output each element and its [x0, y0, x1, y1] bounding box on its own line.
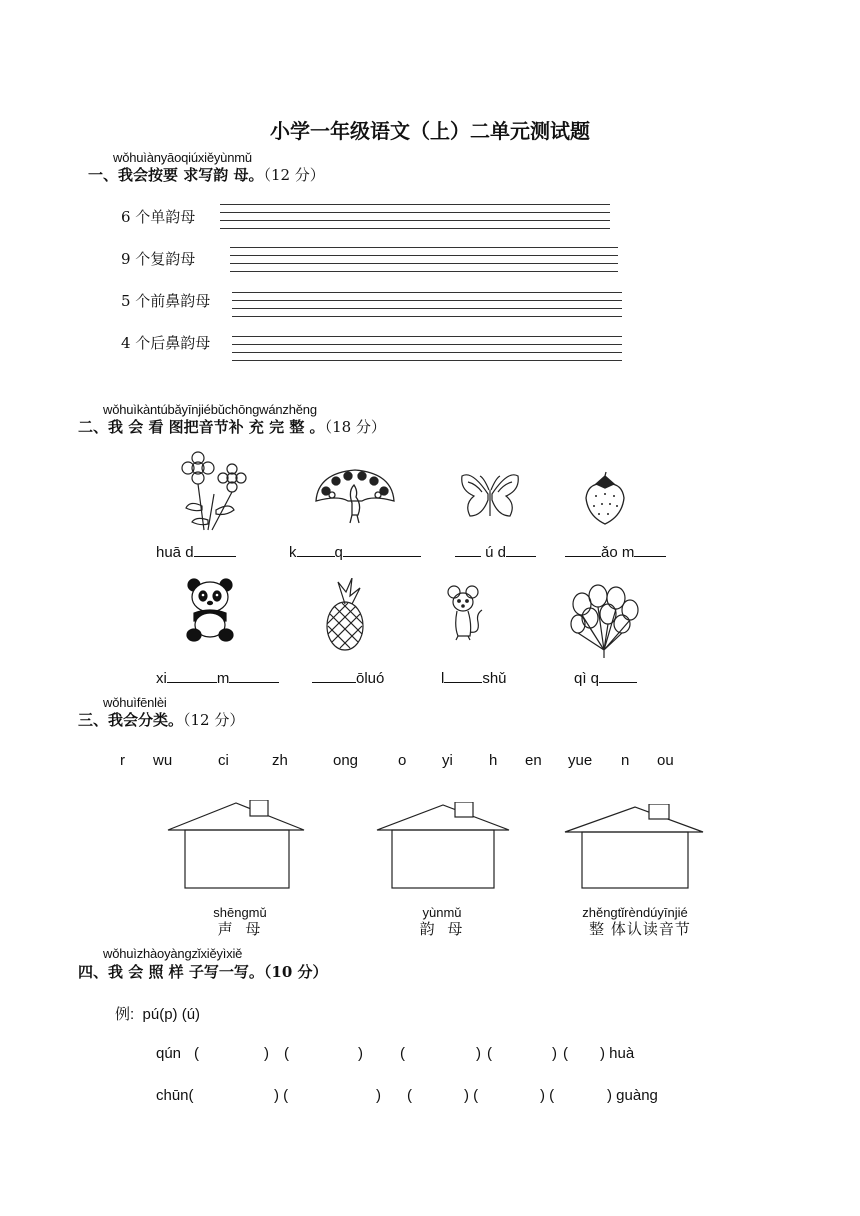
answer-panda-mid: m: [216, 670, 230, 687]
row1-paren-2-close: ): [358, 1045, 363, 1062]
row1-paren-1-close: ): [264, 1045, 269, 1062]
row1-paren-2[interactable]: (: [284, 1045, 289, 1062]
row1-paren-1[interactable]: (: [194, 1045, 199, 1062]
answer-flower-text: huā d: [156, 544, 194, 561]
letter-item[interactable]: yue: [568, 752, 593, 769]
blank-line[interactable]: [312, 668, 356, 683]
balloon-icon: [568, 584, 640, 658]
page-title: 小学一年级语文（上）二单元测试题: [270, 119, 590, 143]
row-label-single-finals: 6 个单韵母: [121, 208, 196, 226]
row2-paren-3-close: ) (: [464, 1087, 479, 1104]
row2-paren-4-close[interactable]: ) (: [540, 1087, 555, 1104]
section3-pinyin: wǒhuìfēnlèi: [103, 695, 167, 710]
writing-lines-front-nasal-finals[interactable]: [232, 292, 622, 324]
section3-heading-text: 三、我会分类。: [78, 711, 184, 729]
house-whole-syllables[interactable]: [563, 804, 705, 892]
blank-line[interactable]: [167, 668, 217, 683]
exercise-row-2: chūn(: [156, 1087, 194, 1104]
section1-heading: [88, 164, 325, 185]
example-label: 例:: [115, 1006, 135, 1023]
answer-peacock-pre: k: [289, 544, 297, 561]
section2-heading: [78, 416, 386, 437]
section1-heading-text: 一、我会按要 求写韵 母。: [88, 166, 264, 184]
letter-item[interactable]: wu: [153, 752, 173, 769]
blank-line[interactable]: [599, 668, 637, 683]
answer-mouse[interactable]: [441, 668, 507, 687]
answer-panda-pre: xi: [156, 670, 167, 687]
answer-peacock[interactable]: [289, 542, 421, 561]
category-finals-pinyin: yùnmǔ: [422, 905, 462, 920]
blank-line[interactable]: [506, 542, 536, 557]
answer-balloon-pre: qì q: [574, 670, 600, 687]
answer-butterfly-mid: ú d: [485, 544, 507, 561]
letter-item[interactable]: ong: [333, 752, 359, 769]
section3-points: （12 分）: [183, 711, 245, 729]
row2-end-text: guàng: [616, 1087, 658, 1104]
exercise-row-1: [156, 1045, 181, 1062]
section2-points: （18 分）: [324, 418, 386, 436]
category-whole-syllables-pinyin: zhěngtǐrèndúyīnjié: [582, 905, 688, 920]
blank-line[interactable]: [194, 542, 236, 557]
row2-end: ) guàng: [607, 1087, 658, 1104]
section1-pinyin: wǒhuìànyāoqiúxiěyùnmǔ: [113, 150, 252, 165]
peacock-icon: [312, 465, 398, 525]
row1-end: ) huà: [600, 1045, 635, 1062]
answer-strawberry-mid: ǎo m: [601, 544, 635, 561]
section4-pinyin: wǒhuìzhàoyàngzǐxiěyìxiě: [103, 946, 243, 961]
row1-paren-4[interactable]: (: [487, 1045, 492, 1062]
blank-line[interactable]: [297, 542, 335, 557]
letter-item[interactable]: ou: [657, 752, 674, 769]
row2-paren-2-close: ): [376, 1087, 381, 1104]
mouse-icon: [446, 584, 486, 646]
letter-item[interactable]: en: [525, 752, 542, 769]
section2-heading-text: 二、我 会 看 图把音节补 充 完 整 。: [78, 418, 325, 436]
answer-mouse-pre: l: [441, 670, 445, 687]
blank-line[interactable]: [444, 668, 482, 683]
section3-heading: [78, 709, 244, 730]
strawberry-icon: [582, 470, 628, 526]
answer-butterfly[interactable]: [455, 542, 536, 561]
blank-line[interactable]: [634, 542, 666, 557]
section1-points: （12 分）: [263, 166, 325, 184]
flower-icon: [176, 450, 256, 532]
row1-start: qún: [156, 1045, 182, 1062]
writing-lines-back-nasal-finals[interactable]: [232, 336, 622, 368]
pineapple-icon: [322, 578, 368, 654]
category-whole-syllables-label: 整 体认读音节: [589, 920, 691, 938]
letter-item[interactable]: r: [120, 752, 125, 769]
blank-line[interactable]: [565, 542, 601, 557]
blank-line[interactable]: [455, 542, 481, 557]
row1-end-text: huà: [609, 1045, 635, 1062]
letter-item[interactable]: o: [398, 752, 407, 769]
row1-paren-3-close: ): [476, 1045, 481, 1062]
category-initials-pinyin: shēngmǔ: [213, 905, 267, 920]
row1-paren-5[interactable]: (: [563, 1045, 568, 1062]
answer-pineapple[interactable]: [312, 668, 384, 687]
row-label-front-nasal-finals: 5 个前鼻韵母: [121, 292, 211, 310]
row-label-back-nasal-finals: 4 个后鼻韵母: [121, 334, 211, 352]
answer-mouse-mid: shǔ: [482, 670, 507, 687]
letter-item[interactable]: n: [621, 752, 630, 769]
blank-line[interactable]: [343, 542, 421, 557]
row1-paren-3[interactable]: (: [400, 1045, 405, 1062]
row2-paren-1-close[interactable]: ) (: [274, 1087, 289, 1104]
section4-points: （10 分）: [263, 963, 328, 981]
row2-start: chūn: [156, 1087, 189, 1104]
row1-paren-4-close: ): [552, 1045, 557, 1062]
row2-paren-3[interactable]: (: [407, 1087, 412, 1104]
section4-heading-text: 四、我 会 照 样 子写一写。: [78, 963, 264, 981]
letter-item[interactable]: h: [489, 752, 498, 769]
letter-item[interactable]: zh: [272, 752, 288, 769]
butterfly-icon: [458, 468, 522, 524]
category-initials-label: 声 母: [217, 920, 265, 938]
answer-pineapple-mid: ōluó: [356, 670, 385, 687]
house-initials[interactable]: [166, 800, 306, 892]
answer-strawberry[interactable]: [565, 542, 666, 561]
example-row: [115, 1003, 200, 1024]
answer-peacock-mid: q: [334, 544, 343, 561]
writing-lines-single-finals[interactable]: [220, 204, 610, 236]
section2-pinyin: wǒhuìkàntúbǎyīnjiébǔchōngwánzhěng: [103, 402, 317, 417]
letter-item[interactable]: yi: [442, 752, 453, 769]
answer-panda[interactable]: [156, 668, 279, 687]
letter-item[interactable]: ci: [218, 752, 229, 769]
blank-line[interactable]: [229, 668, 279, 683]
writing-lines-compound-finals[interactable]: [230, 247, 618, 279]
answer-flower[interactable]: [156, 542, 236, 561]
row-label-compound-finals: 9 个复韵母: [121, 250, 196, 268]
house-finals[interactable]: [375, 802, 511, 892]
panda-icon: [186, 577, 234, 643]
example-text: pú(p) (ú): [142, 1006, 201, 1023]
section4-heading: [78, 961, 328, 982]
answer-balloon[interactable]: [574, 668, 637, 687]
category-finals-label: 韵 母: [419, 920, 467, 938]
